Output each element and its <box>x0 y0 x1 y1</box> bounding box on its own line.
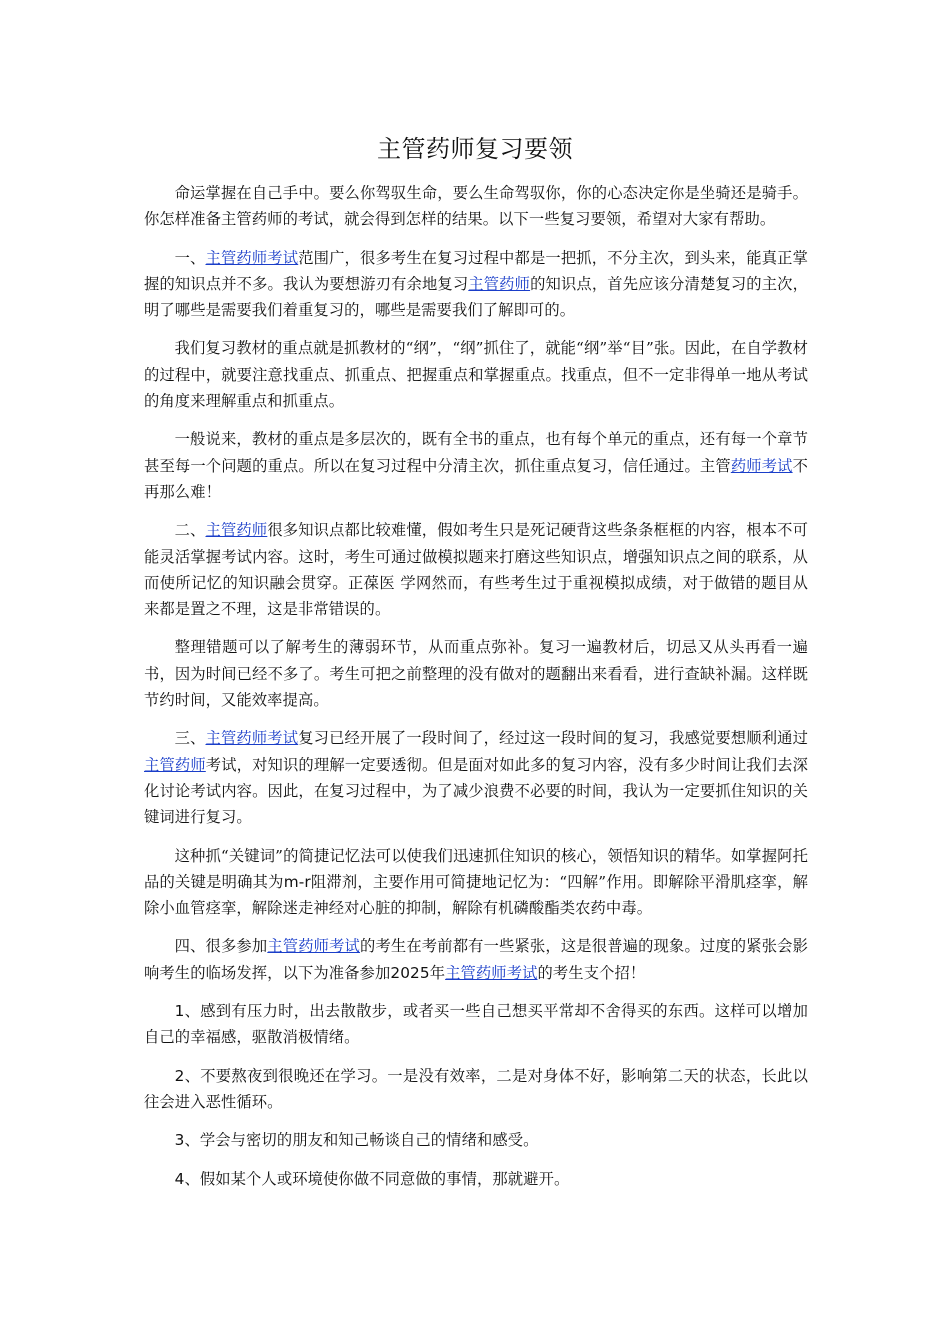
paragraph-text: 的考生支个招！ <box>537 963 646 982</box>
paragraph-text: 一、 <box>174 248 206 267</box>
paragraph-text: 范围广，很多考生在复习过程中都是一把抓，不分主次，到头来，能真正掌握的知识点并不多。我认为要想游刃有余地复习 <box>144 248 808 293</box>
page-title: 主管药师复习要领 <box>377 135 573 163</box>
paragraph-text: 四、很多参加 <box>174 937 268 956</box>
paragraph-10 <box>144 998 808 1051</box>
paragraph-text: 年 <box>429 963 446 982</box>
inline-link[interactable]: 主管药师 <box>144 755 206 774</box>
paragraph-text: 、学会与密切的朋友和知己畅谈自己的情绪和感受。 <box>184 1131 539 1150</box>
paragraph-text: 命运掌握在自己手中。要么你驾驭生命，要么生命驾驭你，你的心态决定你是坐骑还是骑手。你怎样准备主管药师的考试，就会得到怎样的结果。以下一些复习要领，希望对大家有帮助。 <box>144 184 808 229</box>
paragraph-text: m-r <box>283 872 311 891</box>
paragraph-text: 考试，对知识的理解一定要透彻。但是面对如此多的复习内容，没有多少时间让我们去深化讨论考试内容。因此，在复习过程中，为了减少浪费不必要的时间，我认为一定要抓住知识的关键词进行复习。 <box>144 755 809 827</box>
paragraph-text: 二、 <box>174 521 206 540</box>
paragraph-5 <box>144 517 808 622</box>
paragraph-8 <box>144 843 808 922</box>
document-body <box>144 180 808 1204</box>
paragraph-text: 阻滞剂，主要作用可简捷地记忆为：“四解”作用。即解除平滑肌痉挛，解除小血管痉挛，解除迷走神经对心脏的抑制，解除有机磷酸酯类农药中毒。 <box>144 872 808 918</box>
inline-link[interactable]: 主管药师 <box>205 521 268 540</box>
paragraph-text: 4 <box>174 1169 185 1188</box>
paragraph-4 <box>144 426 808 505</box>
paragraph-text: 一般说来，教材的重点是多层次的，既有全书的重点，也有每个单元的重点，还有每一个章节甚至每一个问题的重点。所以在复习过程中分清主次，抓住重点复习，信任通过。主管 <box>144 430 808 475</box>
paragraph-13 <box>144 1166 808 1192</box>
paragraph-text: 整理错题可以了解考生的薄弱环节，从而重点弥补。复习一遍教材后，切忌又从头再看一遍书，因为时间已经不多了。考生可把之前整理的没有做对的题翻出来看看，进行查缺补漏。这样既节约时间，又能效率提高。 <box>144 638 808 710</box>
paragraph-6 <box>144 634 808 713</box>
inline-link[interactable]: 主管药师考试 <box>205 248 299 267</box>
paragraph-text: 的知识点，首先应该分清楚复习的主次，明了哪些是需要我们着重复习的，哪些是需要我们了解即可的。 <box>144 274 808 320</box>
inline-link[interactable]: 主管药师考试 <box>267 937 360 956</box>
paragraph-2 <box>144 245 808 324</box>
paragraph-11 <box>144 1063 808 1116</box>
paragraph-text: 三、 <box>174 729 206 748</box>
paragraph-text: 不再那么难！ <box>144 456 808 501</box>
inline-link[interactable]: 主管药师考试 <box>445 963 538 982</box>
paragraph-12 <box>144 1127 808 1153</box>
inline-link[interactable]: 主管药师考试 <box>205 729 299 748</box>
paragraph-text: 、感到有压力时，出去散散步，或者买一些自己想买平常却不舍得买的东西。这样可以增加自己的幸福感，驱散消极情绪。 <box>144 1002 808 1047</box>
paragraph-text: 2 <box>174 1066 185 1085</box>
paragraph-text: 的考生在考前都有一些紧张，这是很普遍的现象。过度的紧张会影响考生的临场发挥，以下为准备参加 <box>144 937 808 982</box>
paragraph-text: 、不要熬夜到很晚还在学习。一是没有效率，二是对身体不好，影响第二天的状态，长此以往会进入恶性循环。 <box>144 1066 808 1111</box>
paragraph-text: 这种抓“关键词”的简捷记忆法可以使我们迅速抓住知识的核心，领悟知识的精华。如掌握阿托品的关键是明确其为 <box>144 846 808 891</box>
paragraph-text: 我们复习教材的重点就是抓教材的“纲”，“纲”抓住了，就能“纲”举“目”张。因此，在自学教材的过程中，就要注意找重点、抓重点、把握重点和掌握重点。找重点，但不一定非得单一地从考试的角度来理解重点和抓重点。 <box>144 339 808 411</box>
inline-link[interactable]: 主管药师 <box>468 274 531 293</box>
paragraph-text: 、假如某个人或环境使你做不同意做的事情，那就避开。 <box>184 1169 570 1188</box>
paragraph-7 <box>144 725 808 830</box>
paragraph-text: 3 <box>174 1131 185 1150</box>
inline-link[interactable]: 药师考试 <box>730 456 793 475</box>
paragraph-text: 2025 <box>390 963 430 982</box>
paragraph-text: 1 <box>174 1002 185 1021</box>
paragraph-1 <box>144 180 808 233</box>
paragraph-9 <box>144 933 808 986</box>
paragraph-text: 复习已经开展了一段时间了，经过这一段时间的复习，我感觉要想顺利通过 <box>298 729 808 748</box>
paragraph-3 <box>144 335 808 414</box>
paragraph-text: 很多知识点都比较难懂，假如考生只是死记硬背这些条条框框的内容，根本不可能灵活掌握考试内容。这时，考生可通过做模拟题来打磨这些知识点，增强知识点之间的联系，从而使所记忆的知识融会贯穿。正葆医 学网然而，有些考生过于重视模拟成绩，对于做错的题目从来都是置之不理，这是非常错误的。 <box>144 521 808 619</box>
